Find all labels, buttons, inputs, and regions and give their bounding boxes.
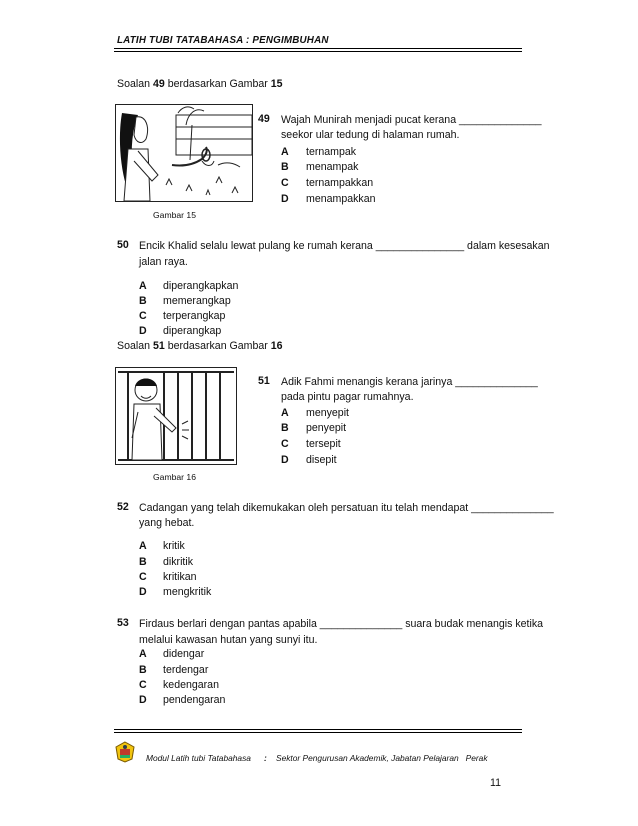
footer-module: Modul Latih tubi Tatabahasa xyxy=(146,753,251,763)
option-letter: A xyxy=(139,540,147,552)
picture-gambar-16 xyxy=(115,367,237,465)
question-53-number: 53 xyxy=(117,617,129,629)
option-letter: C xyxy=(139,679,147,691)
question-50-number: 50 xyxy=(117,239,129,251)
section-intro-51: Soalan 51 berdasarkan Gambar 16 xyxy=(117,340,283,352)
page-number: 11 xyxy=(490,777,501,789)
question-51-line2: pada pintu pagar rumahnya. xyxy=(281,391,414,403)
option-text[interactable]: kritik xyxy=(163,540,185,552)
footer-organization: Sektor Pengurusan Akademik, Jabatan Pelajaran Perak xyxy=(276,753,488,763)
option-letter: B xyxy=(139,556,147,568)
girl-and-snake-illustration xyxy=(116,105,252,201)
option-letter: A xyxy=(281,407,289,419)
question-49-line1: Wajah Munirah menjadi pucat kerana ______________ xyxy=(281,114,542,126)
option-letter: A xyxy=(281,146,289,158)
option-letter: D xyxy=(281,193,289,205)
option-text[interactable]: menampakkan xyxy=(306,193,376,205)
option-text[interactable]: disepit xyxy=(306,454,337,466)
option-text[interactable]: didengar xyxy=(163,648,205,660)
option-text[interactable]: diperangkap xyxy=(163,325,222,337)
question-52-number: 52 xyxy=(117,501,129,513)
question-53-line2: melalui kawasan hutan yang sunyi itu. xyxy=(139,634,318,646)
header-rule-thin xyxy=(114,51,522,52)
option-text[interactable]: pendengaran xyxy=(163,694,226,706)
question-52-line2: yang hebat. xyxy=(139,517,195,529)
option-text[interactable]: terdengar xyxy=(163,664,209,676)
option-text[interactable]: menampak xyxy=(306,161,359,173)
caption-gambar-15: Gambar 15 xyxy=(153,210,196,220)
option-text[interactable]: mengkritik xyxy=(163,586,212,598)
header-title: LATIH TUBI TATABAHASA : PENGIMBUHAN xyxy=(117,35,329,46)
caption-gambar-16: Gambar 16 xyxy=(153,472,196,482)
option-letter: A xyxy=(139,280,147,292)
option-letter: C xyxy=(281,177,289,189)
option-letter: D xyxy=(139,325,147,337)
question-51-number: 51 xyxy=(258,375,270,387)
option-letter: D xyxy=(281,454,289,466)
question-50-line2: jalan raya. xyxy=(139,256,188,268)
state-crest-icon xyxy=(114,741,136,763)
footer-rule-thick xyxy=(114,729,522,730)
option-letter: C xyxy=(281,438,289,450)
option-text[interactable]: tersepit xyxy=(306,438,341,450)
option-letter: B xyxy=(281,422,289,434)
option-text[interactable]: ternampakkan xyxy=(306,177,374,189)
option-letter: A xyxy=(139,648,147,660)
header-rule-thick xyxy=(114,48,522,49)
section-intro-49: Soalan 49 berdasarkan Gambar 15 xyxy=(117,78,283,90)
footer-separator: : xyxy=(264,753,267,763)
question-50-line1: Encik Khalid selalu lewat pulang ke rumah kerana _______________ dalam kesesakan xyxy=(139,240,550,252)
question-52-line1: Cadangan yang telah dikemukakan oleh persatuan itu telah mendapat ______________ xyxy=(139,502,554,514)
option-text[interactable]: penyepit xyxy=(306,422,347,434)
question-49-number: 49 xyxy=(258,113,270,125)
option-letter: B xyxy=(139,295,147,307)
boy-at-gate-illustration xyxy=(116,368,236,464)
footer-rule-thin xyxy=(114,732,522,733)
option-text[interactable]: diperangkapkan xyxy=(163,280,239,292)
option-letter: C xyxy=(139,571,147,583)
question-51-line1: Adik Fahmi menangis kerana jarinya ______________ xyxy=(281,376,538,388)
option-text[interactable]: ternampak xyxy=(306,146,357,158)
option-text[interactable]: dikritik xyxy=(163,556,194,568)
option-text[interactable]: memerangkap xyxy=(163,295,231,307)
option-text[interactable]: terperangkap xyxy=(163,310,226,322)
question-53-line1: Firdaus berlari dengan pantas apabila ______________ suara budak menangis ketika xyxy=(139,618,544,630)
picture-gambar-15 xyxy=(115,104,253,202)
option-letter: C xyxy=(139,310,147,322)
option-letter: B xyxy=(139,664,147,676)
option-letter: D xyxy=(139,586,147,598)
question-49-line2: seekor ular tedung di halaman rumah. xyxy=(281,129,460,141)
option-text[interactable]: kedengaran xyxy=(163,679,219,691)
option-letter: B xyxy=(281,161,289,173)
option-text[interactable]: kritikan xyxy=(163,571,197,583)
option-letter: D xyxy=(139,694,147,706)
option-text[interactable]: menyepit xyxy=(306,407,349,419)
